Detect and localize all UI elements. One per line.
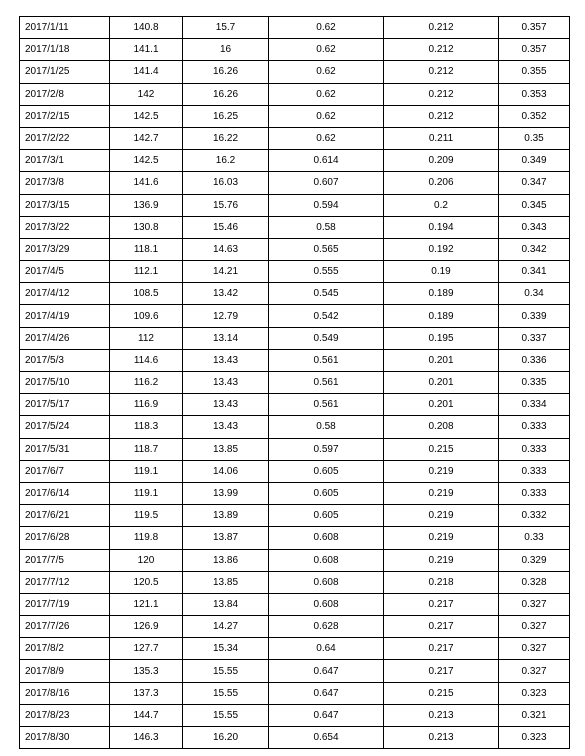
value-cell-4: 0.19	[384, 261, 499, 283]
value-cell-2: 13.89	[183, 505, 269, 527]
value-cell-5: 0.333	[499, 482, 570, 504]
value-cell-4: 0.2	[384, 194, 499, 216]
value-cell-5: 0.347	[499, 172, 570, 194]
value-cell-1: 141.6	[110, 172, 183, 194]
date-cell: 2017/3/29	[20, 238, 110, 260]
date-cell: 2017/5/3	[20, 349, 110, 371]
table-row	[20, 616, 570, 638]
value-cell-2: 13.86	[183, 549, 269, 571]
value-cell-4: 0.219	[384, 460, 499, 482]
value-cell-3: 0.608	[269, 549, 384, 571]
value-cell-3: 0.62	[269, 61, 384, 83]
table-row	[20, 704, 570, 726]
value-cell-3: 0.549	[269, 327, 384, 349]
date-cell: 2017/4/26	[20, 327, 110, 349]
value-cell-2: 13.43	[183, 394, 269, 416]
value-cell-3: 0.605	[269, 505, 384, 527]
date-cell: 2017/7/12	[20, 571, 110, 593]
value-cell-4: 0.213	[384, 704, 499, 726]
value-cell-3: 0.565	[269, 238, 384, 260]
value-cell-1: 144.7	[110, 704, 183, 726]
value-cell-1: 130.8	[110, 216, 183, 238]
value-cell-2: 16	[183, 39, 269, 61]
value-cell-1: 118.1	[110, 238, 183, 260]
table-row	[20, 438, 570, 460]
value-cell-2: 16.22	[183, 127, 269, 149]
value-cell-1: 119.8	[110, 527, 183, 549]
value-cell-2: 15.46	[183, 216, 269, 238]
value-cell-5: 0.35	[499, 127, 570, 149]
table-row	[20, 39, 570, 61]
value-cell-5: 0.327	[499, 660, 570, 682]
value-cell-3: 0.594	[269, 194, 384, 216]
date-cell: 2017/2/15	[20, 105, 110, 127]
value-cell-1: 118.3	[110, 416, 183, 438]
date-cell: 2017/6/21	[20, 505, 110, 527]
value-cell-3: 0.542	[269, 305, 384, 327]
value-cell-4: 0.212	[384, 105, 499, 127]
value-cell-1: 121.1	[110, 593, 183, 615]
value-cell-4: 0.219	[384, 549, 499, 571]
table-row	[20, 527, 570, 549]
date-cell: 2017/6/28	[20, 527, 110, 549]
value-cell-3: 0.608	[269, 593, 384, 615]
table-row	[20, 172, 570, 194]
value-cell-4: 0.219	[384, 527, 499, 549]
value-cell-2: 13.42	[183, 283, 269, 305]
value-cell-4: 0.194	[384, 216, 499, 238]
value-cell-2: 16.20	[183, 727, 269, 749]
value-cell-2: 15.55	[183, 682, 269, 704]
table-row	[20, 283, 570, 305]
value-cell-3: 0.654	[269, 727, 384, 749]
date-cell: 2017/3/22	[20, 216, 110, 238]
value-cell-4: 0.189	[384, 283, 499, 305]
value-cell-5: 0.332	[499, 505, 570, 527]
value-cell-5: 0.353	[499, 83, 570, 105]
value-cell-5: 0.323	[499, 682, 570, 704]
table-row	[20, 127, 570, 149]
value-cell-3: 0.62	[269, 105, 384, 127]
data-table	[19, 16, 570, 749]
value-cell-5: 0.352	[499, 105, 570, 127]
value-cell-5: 0.333	[499, 460, 570, 482]
value-cell-2: 16.03	[183, 172, 269, 194]
table-row	[20, 505, 570, 527]
value-cell-3: 0.561	[269, 372, 384, 394]
value-cell-1: 120	[110, 549, 183, 571]
value-cell-2: 13.43	[183, 416, 269, 438]
value-cell-1: 135.3	[110, 660, 183, 682]
date-cell: 2017/3/15	[20, 194, 110, 216]
value-cell-1: 136.9	[110, 194, 183, 216]
value-cell-2: 14.21	[183, 261, 269, 283]
value-cell-1: 146.3	[110, 727, 183, 749]
value-cell-1: 109.6	[110, 305, 183, 327]
value-cell-2: 14.63	[183, 238, 269, 260]
value-cell-4: 0.215	[384, 682, 499, 704]
value-cell-5: 0.341	[499, 261, 570, 283]
table-row	[20, 727, 570, 749]
value-cell-3: 0.64	[269, 638, 384, 660]
value-cell-5: 0.333	[499, 438, 570, 460]
date-cell: 2017/2/8	[20, 83, 110, 105]
date-cell: 2017/7/19	[20, 593, 110, 615]
table-row	[20, 194, 570, 216]
value-cell-5: 0.342	[499, 238, 570, 260]
table-row	[20, 660, 570, 682]
value-cell-1: 119.5	[110, 505, 183, 527]
value-cell-4: 0.217	[384, 616, 499, 638]
value-cell-4: 0.206	[384, 172, 499, 194]
date-cell: 2017/8/30	[20, 727, 110, 749]
value-cell-3: 0.647	[269, 704, 384, 726]
date-cell: 2017/7/26	[20, 616, 110, 638]
date-cell: 2017/1/25	[20, 61, 110, 83]
value-cell-1: 108.5	[110, 283, 183, 305]
value-cell-2: 15.76	[183, 194, 269, 216]
value-cell-3: 0.608	[269, 571, 384, 593]
value-cell-2: 16.25	[183, 105, 269, 127]
value-cell-4: 0.217	[384, 593, 499, 615]
value-cell-1: 142.5	[110, 105, 183, 127]
value-cell-1: 137.3	[110, 682, 183, 704]
value-cell-2: 13.43	[183, 349, 269, 371]
table-row	[20, 105, 570, 127]
value-cell-1: 116.2	[110, 372, 183, 394]
value-cell-1: 142	[110, 83, 183, 105]
value-cell-2: 16.26	[183, 83, 269, 105]
date-cell: 2017/5/17	[20, 394, 110, 416]
value-cell-2: 13.14	[183, 327, 269, 349]
value-cell-1: 112.1	[110, 261, 183, 283]
date-cell: 2017/3/1	[20, 150, 110, 172]
value-cell-4: 0.213	[384, 727, 499, 749]
date-cell: 2017/2/22	[20, 127, 110, 149]
value-cell-2: 13.87	[183, 527, 269, 549]
value-cell-4: 0.201	[384, 394, 499, 416]
value-cell-1: 112	[110, 327, 183, 349]
value-cell-4: 0.189	[384, 305, 499, 327]
value-cell-5: 0.355	[499, 61, 570, 83]
table-row	[20, 416, 570, 438]
date-cell: 2017/5/10	[20, 372, 110, 394]
value-cell-5: 0.357	[499, 17, 570, 39]
table-row	[20, 571, 570, 593]
table-row	[20, 482, 570, 504]
value-cell-2: 13.84	[183, 593, 269, 615]
value-cell-3: 0.545	[269, 283, 384, 305]
value-cell-3: 0.597	[269, 438, 384, 460]
value-cell-3: 0.58	[269, 416, 384, 438]
value-cell-3: 0.614	[269, 150, 384, 172]
date-cell: 2017/1/18	[20, 39, 110, 61]
value-cell-3: 0.561	[269, 394, 384, 416]
value-cell-5: 0.323	[499, 727, 570, 749]
value-cell-5: 0.336	[499, 349, 570, 371]
value-cell-4: 0.208	[384, 416, 499, 438]
value-cell-5: 0.343	[499, 216, 570, 238]
value-cell-4: 0.217	[384, 638, 499, 660]
value-cell-5: 0.337	[499, 327, 570, 349]
value-cell-5: 0.333	[499, 416, 570, 438]
table-row	[20, 305, 570, 327]
value-cell-4: 0.195	[384, 327, 499, 349]
value-cell-1: 126.9	[110, 616, 183, 638]
value-cell-2: 15.7	[183, 17, 269, 39]
value-cell-5: 0.335	[499, 372, 570, 394]
value-cell-5: 0.321	[499, 704, 570, 726]
value-cell-5: 0.327	[499, 616, 570, 638]
value-cell-5: 0.334	[499, 394, 570, 416]
value-cell-4: 0.212	[384, 61, 499, 83]
date-cell: 2017/8/23	[20, 704, 110, 726]
value-cell-5: 0.349	[499, 150, 570, 172]
value-cell-2: 13.85	[183, 438, 269, 460]
value-cell-1: 127.7	[110, 638, 183, 660]
value-cell-2: 13.99	[183, 482, 269, 504]
value-cell-2: 16.2	[183, 150, 269, 172]
date-cell: 2017/8/16	[20, 682, 110, 704]
value-cell-1: 140.8	[110, 17, 183, 39]
table-row	[20, 238, 570, 260]
date-cell: 2017/1/11	[20, 17, 110, 39]
value-cell-4: 0.212	[384, 17, 499, 39]
value-cell-4: 0.219	[384, 505, 499, 527]
value-cell-5: 0.357	[499, 39, 570, 61]
table-row	[20, 61, 570, 83]
value-cell-3: 0.58	[269, 216, 384, 238]
date-cell: 2017/7/5	[20, 549, 110, 571]
value-cell-5: 0.327	[499, 638, 570, 660]
value-cell-3: 0.607	[269, 172, 384, 194]
value-cell-5: 0.328	[499, 571, 570, 593]
table-row	[20, 216, 570, 238]
value-cell-5: 0.339	[499, 305, 570, 327]
table-row	[20, 372, 570, 394]
date-cell: 2017/6/14	[20, 482, 110, 504]
value-cell-1: 142.7	[110, 127, 183, 149]
date-cell: 2017/5/31	[20, 438, 110, 460]
value-cell-1: 119.1	[110, 482, 183, 504]
value-cell-2: 15.55	[183, 704, 269, 726]
value-cell-2: 15.55	[183, 660, 269, 682]
value-cell-3: 0.62	[269, 127, 384, 149]
date-cell: 2017/8/9	[20, 660, 110, 682]
value-cell-4: 0.201	[384, 372, 499, 394]
table-row	[20, 327, 570, 349]
value-cell-1: 141.1	[110, 39, 183, 61]
value-cell-4: 0.217	[384, 660, 499, 682]
value-cell-2: 12.79	[183, 305, 269, 327]
value-cell-3: 0.555	[269, 261, 384, 283]
table-row	[20, 638, 570, 660]
table-row	[20, 460, 570, 482]
value-cell-5: 0.34	[499, 283, 570, 305]
table-row	[20, 349, 570, 371]
date-cell: 2017/4/12	[20, 283, 110, 305]
table-row	[20, 394, 570, 416]
value-cell-5: 0.33	[499, 527, 570, 549]
value-cell-1: 141.4	[110, 61, 183, 83]
table-row	[20, 682, 570, 704]
date-cell: 2017/8/2	[20, 638, 110, 660]
table-row	[20, 83, 570, 105]
value-cell-1: 114.6	[110, 349, 183, 371]
value-cell-4: 0.212	[384, 83, 499, 105]
value-cell-1: 142.5	[110, 150, 183, 172]
value-cell-1: 118.7	[110, 438, 183, 460]
value-cell-3: 0.605	[269, 460, 384, 482]
value-cell-2: 13.43	[183, 372, 269, 394]
value-cell-5: 0.329	[499, 549, 570, 571]
value-cell-5: 0.345	[499, 194, 570, 216]
table-row	[20, 593, 570, 615]
value-cell-4: 0.211	[384, 127, 499, 149]
date-cell: 2017/4/19	[20, 305, 110, 327]
date-cell: 2017/5/24	[20, 416, 110, 438]
value-cell-4: 0.219	[384, 482, 499, 504]
table-body	[20, 17, 570, 749]
date-cell: 2017/3/8	[20, 172, 110, 194]
value-cell-3: 0.605	[269, 482, 384, 504]
value-cell-4: 0.192	[384, 238, 499, 260]
value-cell-2: 16.26	[183, 61, 269, 83]
table-row	[20, 17, 570, 39]
value-cell-4: 0.209	[384, 150, 499, 172]
value-cell-1: 120.5	[110, 571, 183, 593]
value-cell-3: 0.62	[269, 39, 384, 61]
table-row	[20, 549, 570, 571]
value-cell-2: 14.06	[183, 460, 269, 482]
value-cell-2: 15.34	[183, 638, 269, 660]
value-cell-2: 14.27	[183, 616, 269, 638]
value-cell-2: 13.85	[183, 571, 269, 593]
value-cell-3: 0.647	[269, 682, 384, 704]
value-cell-4: 0.215	[384, 438, 499, 460]
value-cell-1: 119.1	[110, 460, 183, 482]
date-cell: 2017/4/5	[20, 261, 110, 283]
value-cell-3: 0.628	[269, 616, 384, 638]
value-cell-3: 0.62	[269, 17, 384, 39]
table-row	[20, 261, 570, 283]
value-cell-4: 0.201	[384, 349, 499, 371]
date-cell: 2017/6/7	[20, 460, 110, 482]
value-cell-1: 116.9	[110, 394, 183, 416]
value-cell-3: 0.647	[269, 660, 384, 682]
value-cell-3: 0.608	[269, 527, 384, 549]
value-cell-4: 0.212	[384, 39, 499, 61]
value-cell-3: 0.62	[269, 83, 384, 105]
value-cell-4: 0.218	[384, 571, 499, 593]
table-row	[20, 150, 570, 172]
value-cell-5: 0.327	[499, 593, 570, 615]
value-cell-3: 0.561	[269, 349, 384, 371]
